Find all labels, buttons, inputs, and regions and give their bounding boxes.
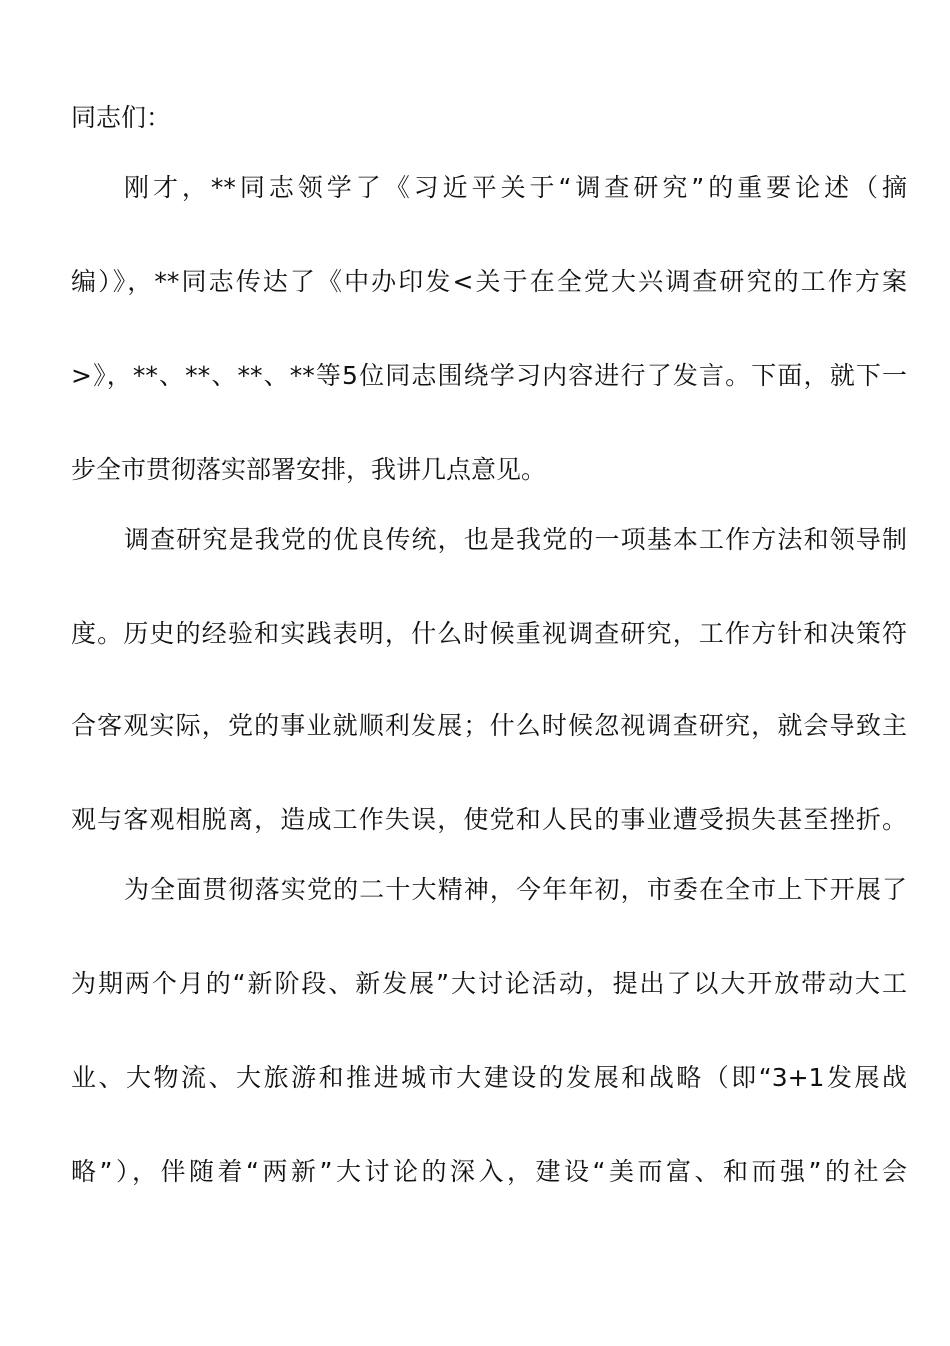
paragraph-line: 调查研究是我党的优良传统，也是我党的一项基本工作方法和领导制	[124, 525, 907, 554]
paragraph-line: 略”），伴随着“两新”大讨论的深入，建设“美而富、和而强”的社会	[71, 1157, 907, 1186]
paragraph-line: 度。历史的经验和实践表明，什么时候重视调查研究，工作方针和决策符	[71, 619, 907, 648]
paragraph-line: >》，**、**、**、**等5位同志围绕学习内容进行了发言。下面，就下一	[71, 361, 907, 390]
paragraph-line: 合客观实际，党的事业就顺利发展；什么时候忽视调查研究，就会导致主	[71, 711, 907, 740]
paragraph-line: 编）》，**同志传达了《中办印发<关于在全党大兴调查研究的工作方案	[71, 267, 907, 296]
paragraph-line: 为全面贯彻落实党的二十大精神，今年年初，市委在全市上下开展了	[124, 875, 907, 904]
salutation: 同志们：	[71, 103, 172, 132]
paragraph-line: 观与客观相脱离，造成工作失误，使党和人民的事业遭受损失甚至挫折。	[71, 805, 907, 834]
paragraph-line: 业、大物流、大旅游和推进城市大建设的发展和战略（即“3+1发展战	[71, 1063, 907, 1092]
paragraph-line: 刚才，**同志领学了《习近平关于“调查研究”的重要论述（摘	[124, 173, 907, 202]
paragraph-line: 为期两个月的“新阶段、新发展”大讨论活动，提出了以大开放带动大工	[71, 969, 907, 998]
paragraph-line: 步全市贯彻落实部署安排，我讲几点意见。	[71, 455, 547, 484]
